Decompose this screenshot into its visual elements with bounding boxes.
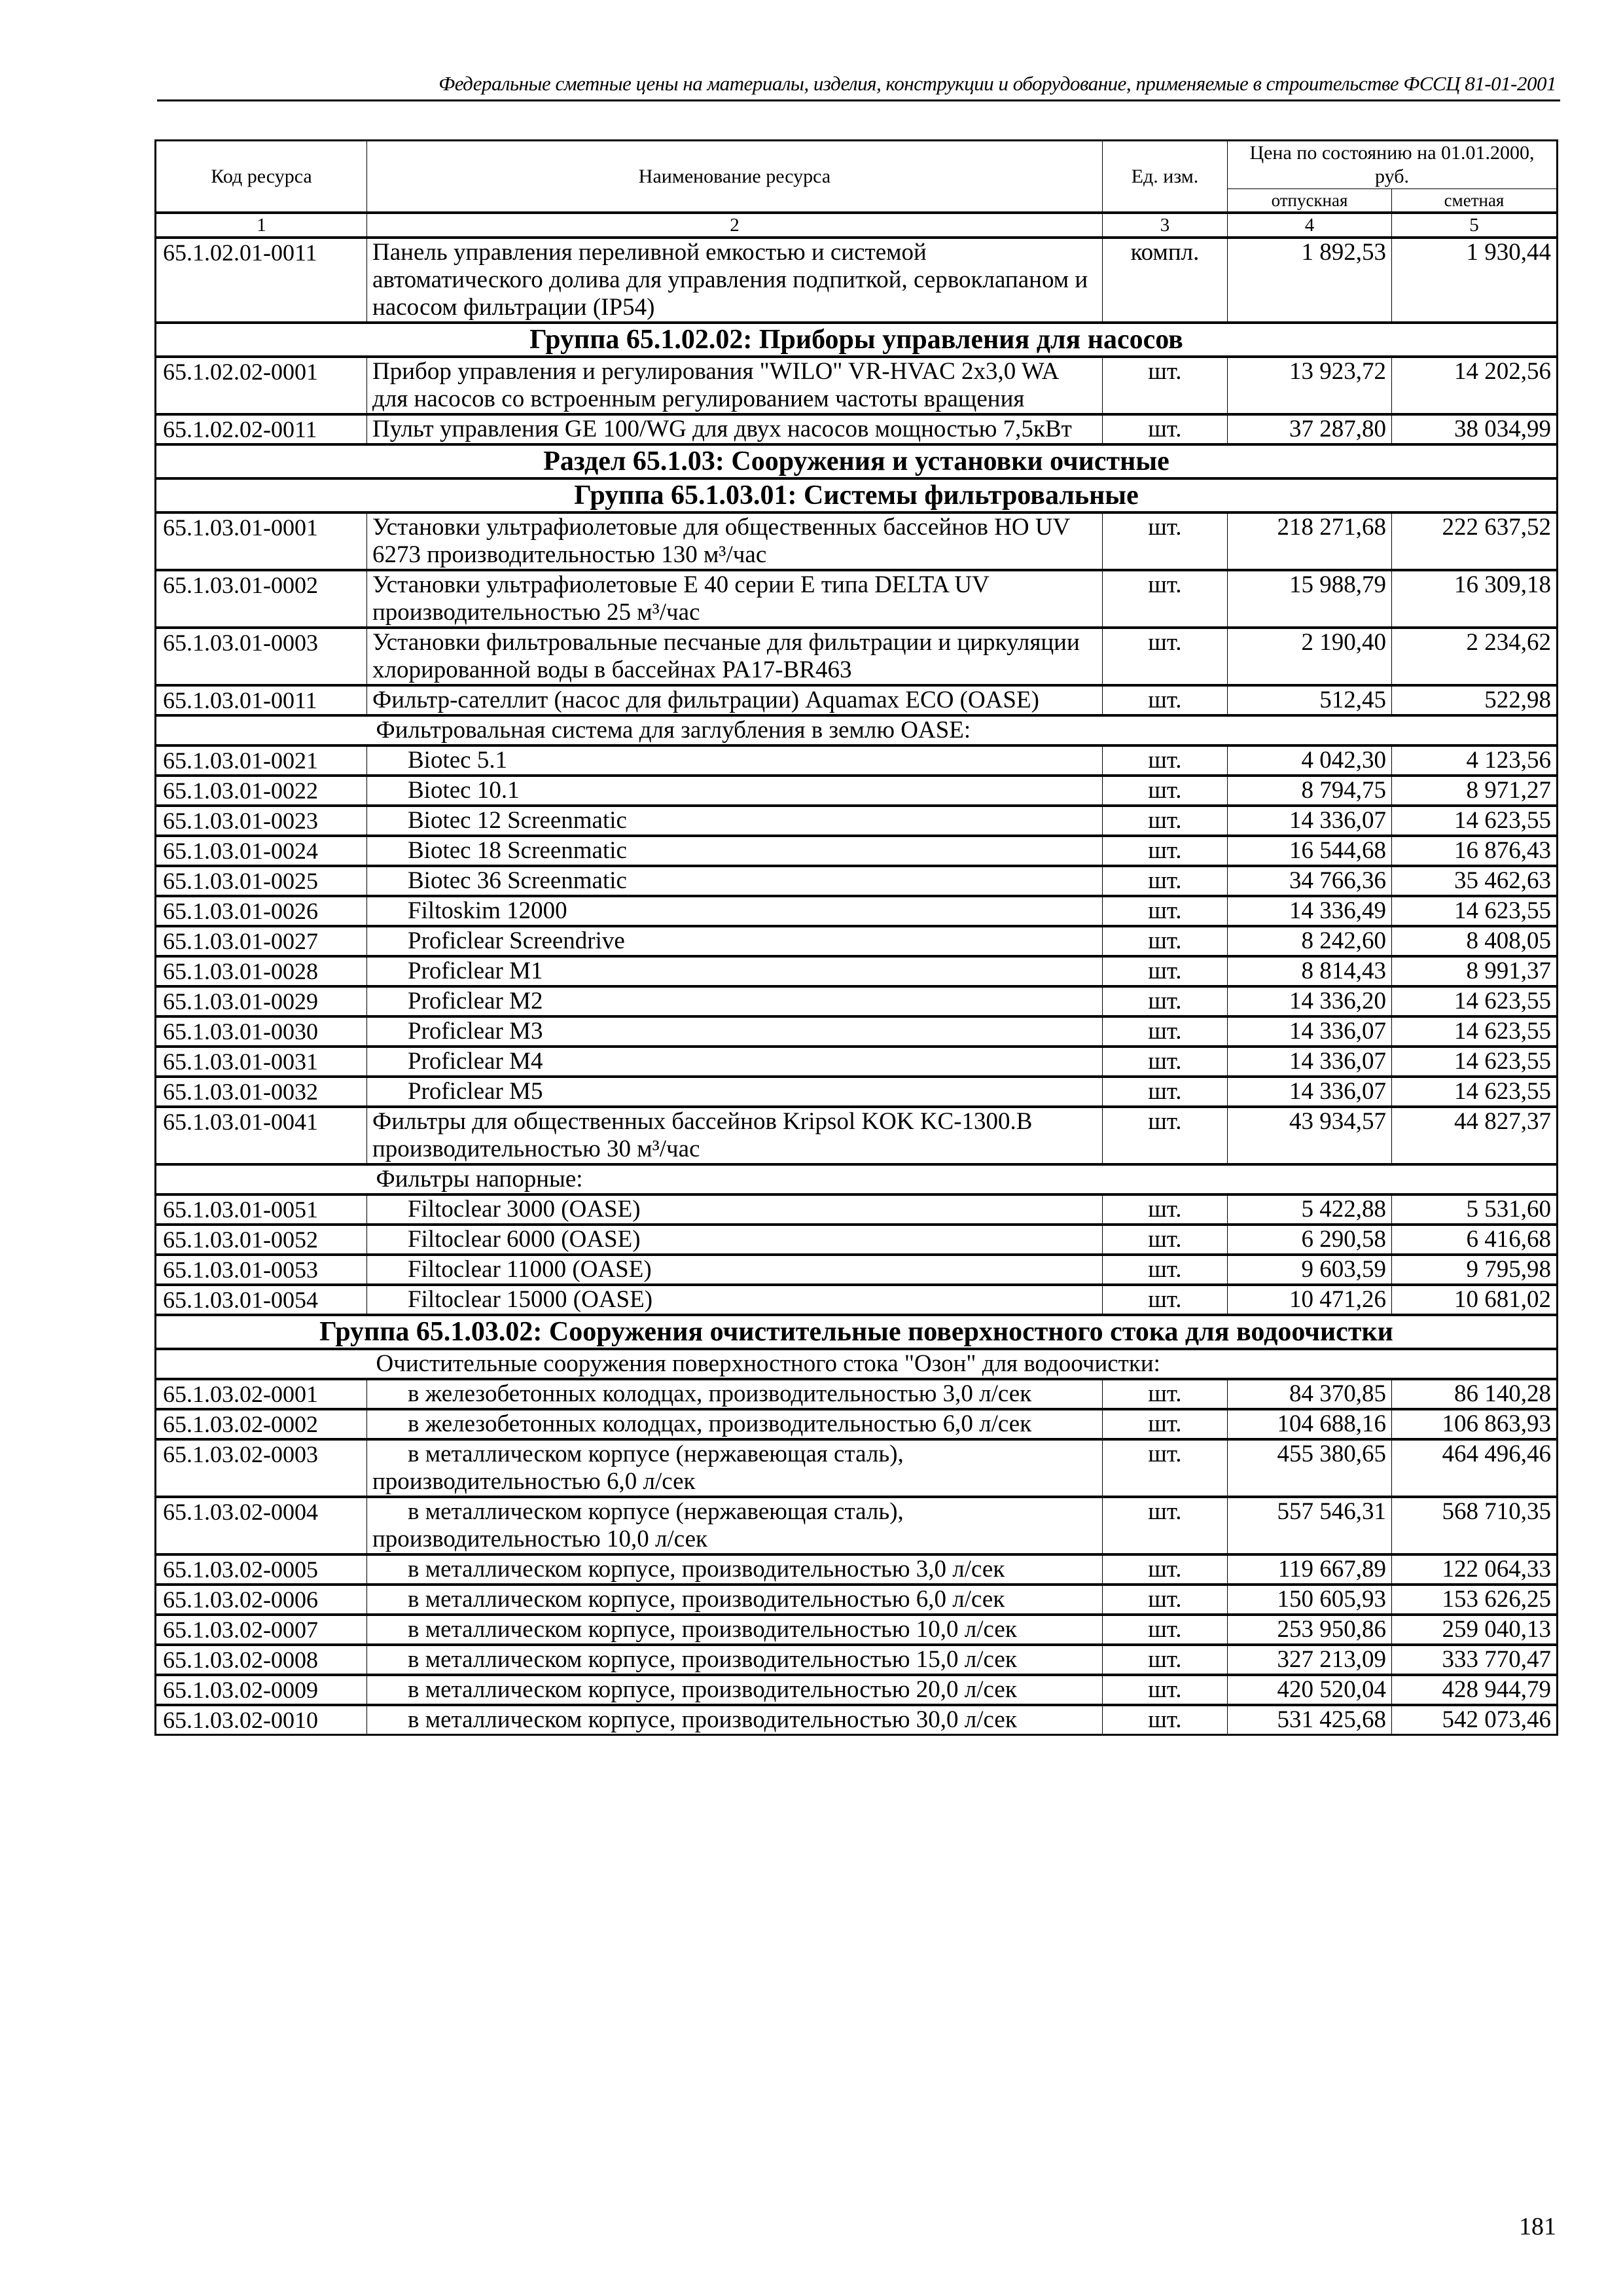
column-number-row <box>156 213 1558 238</box>
unit-of-measure: шт. <box>1103 1675 1228 1705</box>
release-price: 8 814,43 <box>1228 956 1392 986</box>
resource-code: 65.1.03.02-0003 <box>156 1439 367 1497</box>
resource-code: 65.1.03.01-0011 <box>156 685 367 715</box>
estimate-price: 122 064,33 <box>1392 1554 1558 1585</box>
unit-of-measure: шт. <box>1103 1615 1228 1645</box>
estimate-price: 14 623,55 <box>1392 806 1558 836</box>
price-table <box>154 139 1558 1736</box>
subgroup-heading-row <box>156 715 1558 745</box>
resource-code: 65.1.03.01-0029 <box>156 986 367 1016</box>
estimate-price: 542 073,46 <box>1392 1705 1558 1735</box>
resource-code: 65.1.03.01-0054 <box>156 1285 367 1315</box>
resource-name: Фильтры для общественных бассейнов Kripsol KOK KC-1300.B производительностью 30 м³/час <box>367 1107 1103 1164</box>
table-row <box>156 1409 1558 1439</box>
col-header-estimate: сметная <box>1392 189 1558 213</box>
resource-name: в металлическом корпусе, производительностью 15,0 л/сек <box>367 1645 1103 1675</box>
resource-code: 65.1.03.01-0022 <box>156 776 367 806</box>
resource-name: Установки ультрафиолетовые Е 40 серии Е типа DELTA UV производительностью 25 м³/час <box>367 570 1103 628</box>
estimate-price: 153 626,25 <box>1392 1585 1558 1615</box>
table-row <box>156 512 1558 570</box>
release-price: 14 336,07 <box>1228 1077 1392 1107</box>
resource-code: 65.1.03.01-0021 <box>156 745 367 776</box>
estimate-price: 2 234,62 <box>1392 628 1558 685</box>
table-body <box>156 238 1558 1735</box>
table-row <box>156 570 1558 628</box>
resource-name: в железобетонных колодцах, производительностью 6,0 л/сек <box>367 1409 1103 1439</box>
table-row <box>156 1554 1558 1585</box>
release-price: 2 190,40 <box>1228 628 1392 685</box>
unit-of-measure: шт. <box>1103 570 1228 628</box>
resource-code: 65.1.03.02-0007 <box>156 1615 367 1645</box>
resource-name: в металлическом корпусе, производительностью 20,0 л/сек <box>367 1675 1103 1705</box>
table-row <box>156 866 1558 896</box>
empty-cell <box>156 1349 367 1379</box>
unit-of-measure: шт. <box>1103 986 1228 1016</box>
estimate-price: 428 944,79 <box>1392 1675 1558 1705</box>
section-heading: Группа 65.1.03.02: Сооружения очистительные поверхностного стока для водоочистки <box>156 1315 1558 1349</box>
resource-code: 65.1.03.01-0031 <box>156 1047 367 1077</box>
table-row <box>156 776 1558 806</box>
estimate-price: 44 827,37 <box>1392 1107 1558 1164</box>
estimate-price: 8 991,37 <box>1392 956 1558 986</box>
release-price: 43 934,57 <box>1228 1107 1392 1164</box>
table-row <box>156 1194 1558 1225</box>
release-price: 420 520,04 <box>1228 1675 1392 1705</box>
release-price: 150 605,93 <box>1228 1585 1392 1615</box>
unit-of-measure: шт. <box>1103 1439 1228 1497</box>
unit-of-measure: шт. <box>1103 1645 1228 1675</box>
resource-name: Biotec 36 Screenmatic <box>367 866 1103 896</box>
resource-name: Proficlear M2 <box>367 986 1103 1016</box>
resource-name: Filtoclear 6000 (OASE) <box>367 1225 1103 1255</box>
release-price: 34 766,36 <box>1228 866 1392 896</box>
unit-of-measure: шт. <box>1103 1255 1228 1285</box>
empty-cell <box>156 715 367 745</box>
release-price: 218 271,68 <box>1228 512 1392 570</box>
estimate-price: 86 140,28 <box>1392 1379 1558 1409</box>
estimate-price: 8 408,05 <box>1392 926 1558 956</box>
resource-name: Пульт управления GE 100/WG для двух насосов мощностью 7,5кВт <box>367 414 1103 444</box>
estimate-price: 16 876,43 <box>1392 836 1558 866</box>
release-price: 557 546,31 <box>1228 1497 1392 1554</box>
table-row <box>156 628 1558 685</box>
release-price: 8 794,75 <box>1228 776 1392 806</box>
subgroup-heading: Очистительные сооружения поверхностного стока "Озон" для водоочистки: <box>367 1349 1558 1379</box>
release-price: 512,45 <box>1228 685 1392 715</box>
estimate-price: 106 863,93 <box>1392 1409 1558 1439</box>
estimate-price: 9 795,98 <box>1392 1255 1558 1285</box>
resource-name: Filtoclear 3000 (OASE) <box>367 1194 1103 1225</box>
unit-of-measure: шт. <box>1103 357 1228 414</box>
resource-code: 65.1.03.02-0005 <box>156 1554 367 1585</box>
release-price: 1 892,53 <box>1228 238 1392 323</box>
empty-cell <box>156 1164 367 1194</box>
resource-name: в металлическом корпусе, производительностью 3,0 л/сек <box>367 1554 1103 1585</box>
section-heading-row <box>156 323 1558 357</box>
resource-code: 65.1.03.02-0001 <box>156 1379 367 1409</box>
col-header-price-group: Цена по состоянию на 01.01.2000, руб. <box>1228 141 1558 189</box>
resource-code: 65.1.03.02-0009 <box>156 1675 367 1705</box>
col-header-release: отпускная <box>1228 189 1392 213</box>
estimate-price: 6 416,68 <box>1392 1225 1558 1255</box>
col-header-name: Наименование ресурса <box>367 141 1103 213</box>
subgroup-heading-row <box>156 1164 1558 1194</box>
release-price: 10 471,26 <box>1228 1285 1392 1315</box>
release-price: 5 422,88 <box>1228 1194 1392 1225</box>
resource-code: 65.1.03.01-0025 <box>156 866 367 896</box>
estimate-price: 38 034,99 <box>1392 414 1558 444</box>
unit-of-measure: шт. <box>1103 1194 1228 1225</box>
estimate-price: 1 930,44 <box>1392 238 1558 323</box>
table-row <box>156 1675 1558 1705</box>
resource-code: 65.1.03.01-0051 <box>156 1194 367 1225</box>
resource-name: Biotec 10.1 <box>367 776 1103 806</box>
estimate-price: 568 710,35 <box>1392 1497 1558 1554</box>
resource-name: в металлическом корпусе, производительностью 30,0 л/сек <box>367 1705 1103 1735</box>
release-price: 14 336,07 <box>1228 1016 1392 1047</box>
resource-name: Панель управления переливной емкостью и системой автоматического долива для управления подпиткой, сервоклапаном и насосом фильтрации (IP54) <box>367 238 1103 323</box>
table-row <box>156 685 1558 715</box>
table-row <box>156 986 1558 1016</box>
resource-name: Proficlear M5 <box>367 1077 1103 1107</box>
table-row <box>156 1439 1558 1497</box>
release-price: 4 042,30 <box>1228 745 1392 776</box>
unit-of-measure: шт. <box>1103 1409 1228 1439</box>
unit-of-measure: шт. <box>1103 1585 1228 1615</box>
release-price: 14 336,07 <box>1228 1047 1392 1077</box>
resource-code: 65.1.03.01-0001 <box>156 512 367 570</box>
unit-of-measure: шт. <box>1103 926 1228 956</box>
estimate-price: 14 623,55 <box>1392 1047 1558 1077</box>
resource-name: в металлическом корпусе, производительностью 6,0 л/сек <box>367 1585 1103 1615</box>
column-number: 3 <box>1103 213 1228 238</box>
unit-of-measure: шт. <box>1103 866 1228 896</box>
resource-name: в железобетонных колодцах, производительностью 3,0 л/сек <box>367 1379 1103 1409</box>
section-heading: Раздел 65.1.03: Сооружения и установки очистные <box>156 444 1558 478</box>
release-price: 9 603,59 <box>1228 1255 1392 1285</box>
unit-of-measure: шт. <box>1103 1225 1228 1255</box>
release-price: 119 667,89 <box>1228 1554 1392 1585</box>
column-number: 4 <box>1228 213 1392 238</box>
resource-code: 65.1.03.01-0052 <box>156 1225 367 1255</box>
table-row <box>156 956 1558 986</box>
table-row <box>156 1379 1558 1409</box>
unit-of-measure: шт. <box>1103 896 1228 926</box>
estimate-price: 259 040,13 <box>1392 1615 1558 1645</box>
estimate-price: 522,98 <box>1392 685 1558 715</box>
table-row <box>156 1255 1558 1285</box>
release-price: 14 336,07 <box>1228 806 1392 836</box>
resource-name: в металлическом корпусе (нержавеющая сталь), производительностью 10,0 л/сек <box>367 1497 1103 1554</box>
estimate-price: 5 531,60 <box>1392 1194 1558 1225</box>
resource-code: 65.1.02.02-0001 <box>156 357 367 414</box>
unit-of-measure: шт. <box>1103 1077 1228 1107</box>
col-header-unit: Ед. изм. <box>1103 141 1228 213</box>
resource-code: 65.1.03.01-0041 <box>156 1107 367 1164</box>
table-row <box>156 1585 1558 1615</box>
estimate-price: 333 770,47 <box>1392 1645 1558 1675</box>
subgroup-heading: Фильтры напорные: <box>367 1164 1558 1194</box>
unit-of-measure: шт. <box>1103 776 1228 806</box>
table-row <box>156 238 1558 323</box>
estimate-price: 464 496,46 <box>1392 1439 1558 1497</box>
table-row <box>156 1225 1558 1255</box>
estimate-price: 14 623,55 <box>1392 986 1558 1016</box>
unit-of-measure: компл. <box>1103 238 1228 323</box>
col-header-code: Код ресурса <box>156 141 367 213</box>
resource-code: 65.1.03.02-0010 <box>156 1705 367 1735</box>
resource-code: 65.1.03.01-0027 <box>156 926 367 956</box>
release-price: 14 336,49 <box>1228 896 1392 926</box>
estimate-price: 222 637,52 <box>1392 512 1558 570</box>
release-price: 16 544,68 <box>1228 836 1392 866</box>
unit-of-measure: шт. <box>1103 512 1228 570</box>
resource-name: Установки ультрафиолетовые для общественных бассейнов HO UV 6273 производительностью 130 м³/час <box>367 512 1103 570</box>
estimate-price: 14 202,56 <box>1392 357 1558 414</box>
release-price: 327 213,09 <box>1228 1645 1392 1675</box>
unit-of-measure: шт. <box>1103 628 1228 685</box>
resource-code: 65.1.03.02-0006 <box>156 1585 367 1615</box>
resource-name: Filtoskim 12000 <box>367 896 1103 926</box>
resource-name: Biotec 12 Screenmatic <box>367 806 1103 836</box>
table-row <box>156 1615 1558 1645</box>
resource-code: 65.1.03.01-0053 <box>156 1255 367 1285</box>
resource-code: 65.1.02.01-0011 <box>156 238 367 323</box>
resource-name: Установки фильтровальные песчаные для фильтрации и циркуляции хлорированной воды в бассейнах PA17-BR463 <box>367 628 1103 685</box>
table-row <box>156 357 1558 414</box>
resource-name: Фильтр-сателлит (насос для фильтрации) Aquamax ECO (OASE) <box>367 685 1103 715</box>
estimate-price: 10 681,02 <box>1392 1285 1558 1315</box>
release-price: 104 688,16 <box>1228 1409 1392 1439</box>
resource-code: 65.1.03.01-0030 <box>156 1016 367 1047</box>
release-price: 14 336,20 <box>1228 986 1392 1016</box>
estimate-price: 4 123,56 <box>1392 745 1558 776</box>
unit-of-measure: шт. <box>1103 414 1228 444</box>
section-heading-row <box>156 444 1558 478</box>
table-row <box>156 414 1558 444</box>
table-row <box>156 896 1558 926</box>
section-heading: Группа 65.1.03.01: Системы фильтровальные <box>156 478 1558 512</box>
unit-of-measure: шт. <box>1103 956 1228 986</box>
resource-code: 65.1.03.01-0003 <box>156 628 367 685</box>
resource-code: 65.1.03.01-0028 <box>156 956 367 986</box>
resource-code: 65.1.03.01-0023 <box>156 806 367 836</box>
unit-of-measure: шт. <box>1103 1285 1228 1315</box>
resource-code: 65.1.03.01-0002 <box>156 570 367 628</box>
table-row <box>156 1497 1558 1554</box>
subgroup-heading-row <box>156 1349 1558 1379</box>
table-row <box>156 1705 1558 1735</box>
release-price: 253 950,86 <box>1228 1615 1392 1645</box>
resource-name: Прибор управления и регулирования "WILO" VR-HVAC 2x3,0 WA для насосов со встроенным регулированием частоты вращения <box>367 357 1103 414</box>
resource-name: Proficlear M4 <box>367 1047 1103 1077</box>
unit-of-measure: шт. <box>1103 1016 1228 1047</box>
subgroup-heading: Фильтровальная система для заглубления в землю OASE: <box>367 715 1558 745</box>
release-price: 37 287,80 <box>1228 414 1392 444</box>
estimate-price: 14 623,55 <box>1392 1077 1558 1107</box>
table-row <box>156 1016 1558 1047</box>
unit-of-measure: шт. <box>1103 1705 1228 1735</box>
unit-of-measure: шт. <box>1103 1379 1228 1409</box>
unit-of-measure: шт. <box>1103 685 1228 715</box>
unit-of-measure: шт. <box>1103 836 1228 866</box>
resource-code: 65.1.03.02-0002 <box>156 1409 367 1439</box>
table-row <box>156 745 1558 776</box>
resource-name: Filtoclear 11000 (OASE) <box>367 1255 1103 1285</box>
estimate-price: 8 971,27 <box>1392 776 1558 806</box>
table-row <box>156 1645 1558 1675</box>
resource-name: Biotec 18 Screenmatic <box>367 836 1103 866</box>
table-row <box>156 926 1558 956</box>
resource-code: 65.1.02.02-0011 <box>156 414 367 444</box>
resource-name: Proficlear Screendrive <box>367 926 1103 956</box>
table-row <box>156 1077 1558 1107</box>
resource-name: в металлическом корпусе, производительностью 10,0 л/сек <box>367 1615 1103 1645</box>
column-number: 1 <box>156 213 367 238</box>
unit-of-measure: шт. <box>1103 745 1228 776</box>
resource-name: Biotec 5.1 <box>367 745 1103 776</box>
section-heading: Группа 65.1.02.02: Приборы управления для насосов <box>156 323 1558 357</box>
release-price: 6 290,58 <box>1228 1225 1392 1255</box>
release-price: 84 370,85 <box>1228 1379 1392 1409</box>
section-heading-row <box>156 1315 1558 1349</box>
running-header: Федеральные сметные цены на материалы, изделия, конструкции и оборудование, применяемые в строительстве ФССЦ 81-01-2001 <box>157 71 1560 101</box>
table-row <box>156 806 1558 836</box>
unit-of-measure: шт. <box>1103 1047 1228 1077</box>
unit-of-measure: шт. <box>1103 1497 1228 1554</box>
unit-of-measure: шт. <box>1103 806 1228 836</box>
estimate-price: 16 309,18 <box>1392 570 1558 628</box>
resource-code: 65.1.03.01-0024 <box>156 836 367 866</box>
estimate-price: 35 462,63 <box>1392 866 1558 896</box>
column-number: 2 <box>367 213 1103 238</box>
table-row <box>156 836 1558 866</box>
release-price: 531 425,68 <box>1228 1705 1392 1735</box>
release-price: 13 923,72 <box>1228 357 1392 414</box>
resource-name: Filtoclear 15000 (OASE) <box>367 1285 1103 1315</box>
resource-name: в металлическом корпусе (нержавеющая сталь), производительностью 6,0 л/сек <box>367 1439 1103 1497</box>
release-price: 8 242,60 <box>1228 926 1392 956</box>
section-heading-row <box>156 478 1558 512</box>
resource-code: 65.1.03.01-0026 <box>156 896 367 926</box>
resource-code: 65.1.03.02-0004 <box>156 1497 367 1554</box>
resource-name: Proficlear M1 <box>367 956 1103 986</box>
table-row <box>156 1107 1558 1164</box>
table-row <box>156 1285 1558 1315</box>
resource-code: 65.1.03.01-0032 <box>156 1077 367 1107</box>
unit-of-measure: шт. <box>1103 1107 1228 1164</box>
estimate-price: 14 623,55 <box>1392 1016 1558 1047</box>
estimate-price: 14 623,55 <box>1392 896 1558 926</box>
page-number: 181 <box>1519 2213 1556 2240</box>
unit-of-measure: шт. <box>1103 1554 1228 1585</box>
release-price: 15 988,79 <box>1228 570 1392 628</box>
column-number: 5 <box>1392 213 1558 238</box>
release-price: 455 380,65 <box>1228 1439 1392 1497</box>
resource-name: Proficlear M3 <box>367 1016 1103 1047</box>
resource-code: 65.1.03.02-0008 <box>156 1645 367 1675</box>
table-row <box>156 1047 1558 1077</box>
